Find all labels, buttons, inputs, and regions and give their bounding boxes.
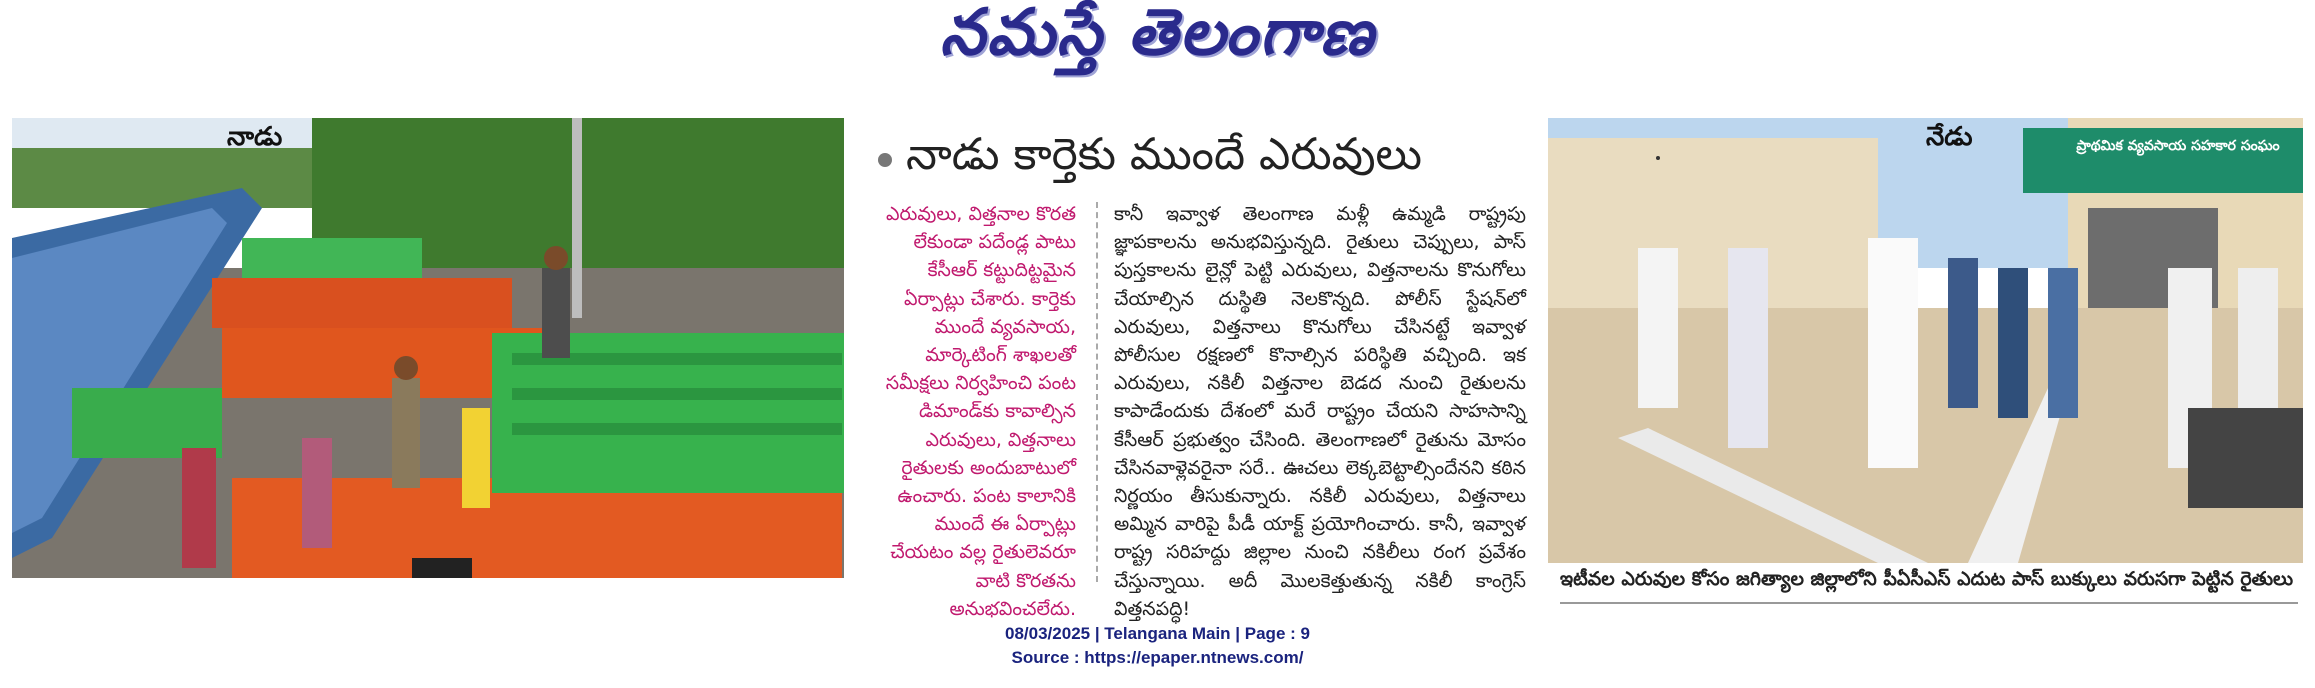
footer-date-edition: 08/03/2025 | Telangana Main | Page : 9 [1005,624,1310,643]
column-divider [1096,202,1098,582]
queue-illustration [1548,118,2303,563]
train-illustration [12,118,844,578]
right-photo-farmers-queue [1548,118,2303,563]
article-intro: ఎరువులు, విత్తనాల కొరత లేకుండా పదేండ్ల పాటు కేసీఆర్ కట్టుదిట్టమైన ఏర్పాట్లు చేశారు. కార్తెకు ముందే వ్యవసాయ, మార్కెటింగ్ శాఖలతో సమీక్షలు నిర్వహించి పంట డిమాండ్‌కు కావాల్సిన ఎరువులు, విత్తనాలు రైతులకు అందుబాటులో ఉంచారు. పంట కాలానికి ముందే ఈ ఏర్పాట్లు చేయటం వల్ల రైతులెవరూ వాటి కొరతను అనుభవించలేదు. [885,203,1076,620]
then-label: నాడు [227,122,283,152]
now-label: నేడు [1926,122,1973,152]
footer-source[interactable]: Source : https://epaper.ntnews.com/ [1011,648,1304,667]
newspaper-title: నమస్తే తెలంగాణ [939,0,1376,70]
article-body: కానీ ఇవ్వాళ తెలంగాణ మళ్లీ ఉమ్మడి రాష్ట్రపు జ్ఞాపకాలను అనుభవిస్తున్నది. రైతులు చెప్పులు, పాస్ పుస్తకాలను లైన్లో పెట్టి ఎరువులు, విత్తనాలను కొనుగోలు చేయాల్సిన దుస్థితి నెలకొన్నది. పోలీస్ స్టేషన్‌లో ఎరువులు, విత్తనాలు కొనుగోలు చేసినట్టే ఇవ్వాళ పోలీసుల రక్షణలో కొనాల్సిన పరిస్థితి వచ్చింది. ఇక ఎరువులు, నకిలీ విత్తనాల బెడద నుంచి రైతులను కాపాడేందుకు దేశంలో మరే రాష్ట్రం చేయని సాహసాన్ని కేసీఆర్ ప్రభుత్వం చేసింది. తెలంగాణలో రైతును మోసం చేసినవాళ్లెవరైనా సరే.. ఊచలు లెక్కబెట్టాల్సిందేనని కఠిన నిర్ణయం తీసుకున్నారు. నకిలీ ఎరువులు, విత్తనాలు అమ్మిన వారిపై పీడీ యాక్ట్ ప్రయోగించారు. కానీ, ఇవ్వాళ రాష్ట్ర సరిహద్దు జిల్లాల నుంచి నకిలీలు రంగ ప్రవేశం చేస్తున్నాయి. అదీ మొలకెత్తుతున్న నకిలీ కాంగ్రెస్ విత్తనపద్ధి! [1114,203,1526,620]
pacs-signboard: ప్రాథమిక వ్యవసాయ సహకార సంఘం [2076,138,2280,154]
article-headline [878,128,1518,192]
headline-text: నాడు కార్తెకు ముందే ఎరువులు [906,129,1422,180]
caption-rule [1560,602,2298,604]
bullet-icon [878,153,892,167]
photo-caption: ఇటీవల ఎరువుల కోసం జగిత్యాల జిల్లాలోని పీఏసీఎస్ ఎదుట పాస్ బుక్కులు వరుసగా పెట్టిన రైతులు [1560,568,2294,590]
left-photo-fertilizer-train [12,118,844,578]
page-footer [0,622,2315,670]
masthead [0,0,2315,80]
